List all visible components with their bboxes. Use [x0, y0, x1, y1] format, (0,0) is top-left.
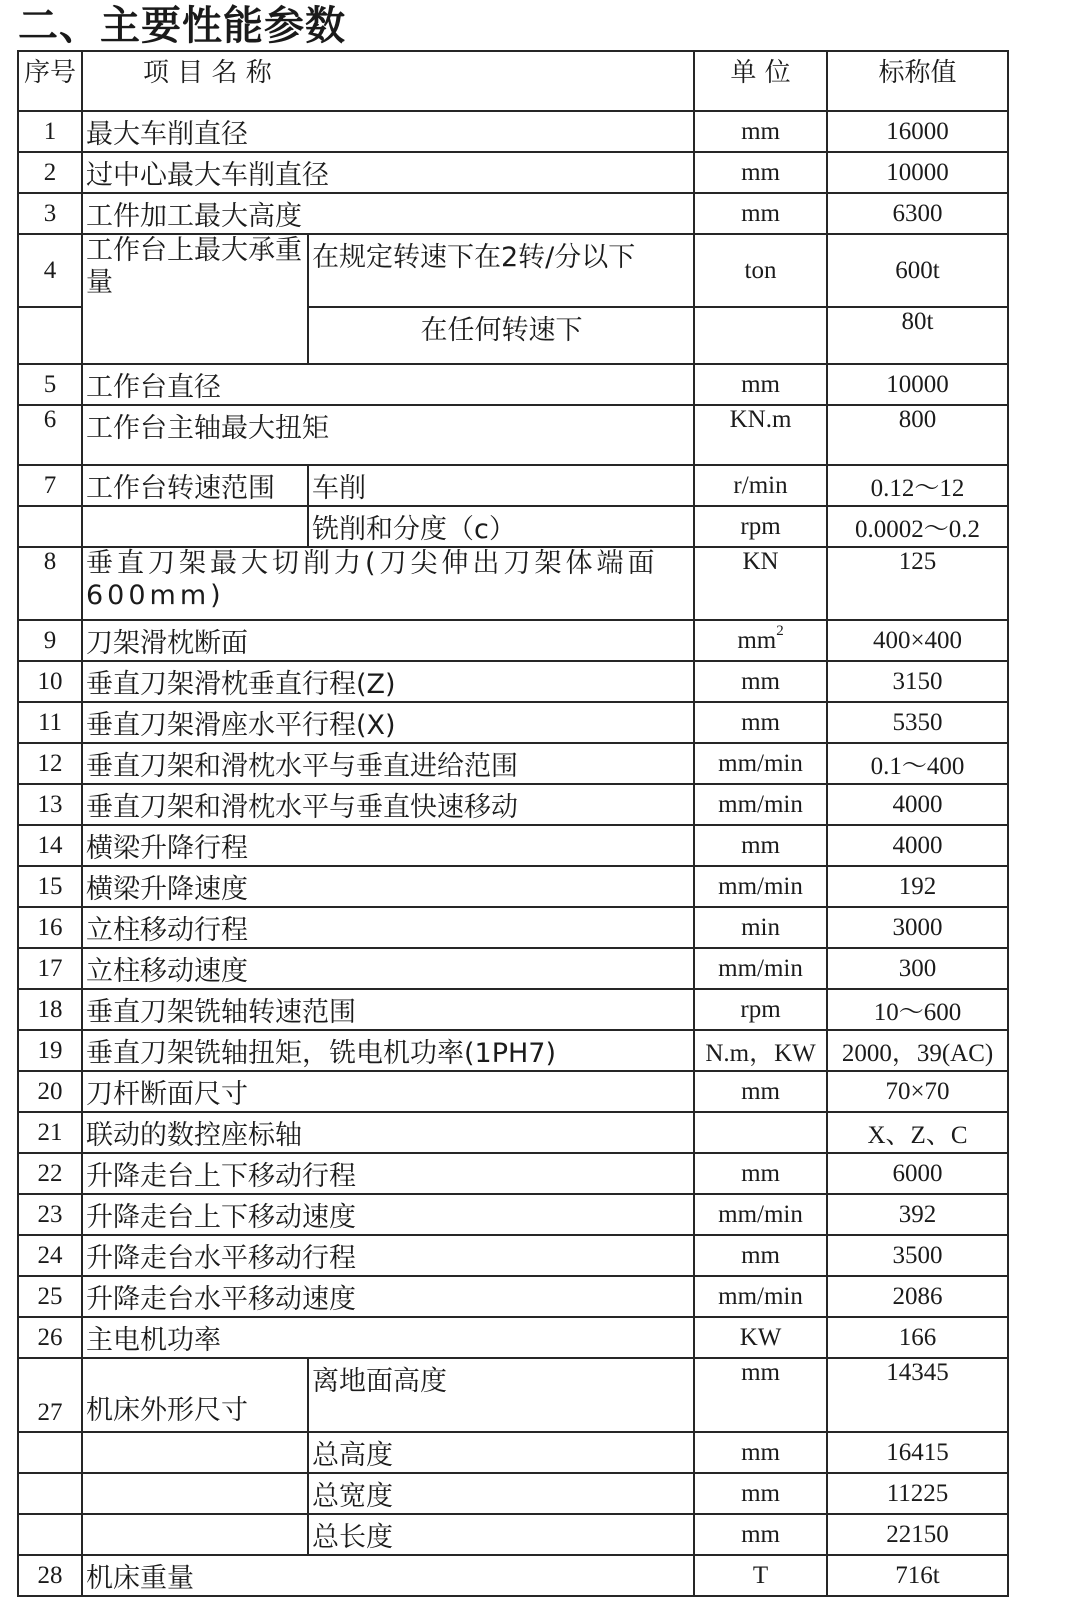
- row-value: 400×400: [827, 620, 1008, 661]
- row-name: 垂直刀架和滑枕水平与垂直快速移动: [82, 784, 694, 825]
- table-row: [18, 1473, 1008, 1514]
- table-row: [18, 193, 1008, 234]
- row-no-empty: [18, 1432, 82, 1473]
- row-no: 20: [18, 1071, 82, 1112]
- row-no: 3: [18, 193, 82, 234]
- row-unit: mm: [694, 364, 827, 405]
- row-name: 最大车削直径: [82, 111, 694, 152]
- row-name: 垂直刀架铣轴转速范围: [82, 989, 694, 1030]
- row-value: 70×70: [827, 1071, 1008, 1112]
- row-unit: mm: [694, 1071, 827, 1112]
- row-name-empty: [82, 506, 308, 547]
- row-unit: ton: [694, 234, 827, 307]
- row-unit: mm/min: [694, 1276, 827, 1317]
- row-name: 垂直刀架滑枕垂直行程(Z): [82, 661, 694, 702]
- row-unit: mm: [694, 1473, 827, 1514]
- row-value: 800: [827, 405, 1008, 465]
- row-value: 0.12～12: [827, 465, 1008, 506]
- row-value: 2000，39(AC): [827, 1030, 1008, 1071]
- table-row: [18, 948, 1008, 989]
- row-name: 垂直刀架最大切削力(刀尖伸出刀架体端面600mm): [82, 547, 694, 620]
- row-no-empty: [18, 1514, 82, 1555]
- row-no-empty: [18, 307, 82, 364]
- row-name: 升降走台水平移动行程: [82, 1235, 694, 1276]
- row-unit: rpm: [694, 506, 827, 547]
- row-no-empty: [18, 1473, 82, 1514]
- row-no: 13: [18, 784, 82, 825]
- row-name: 工作台直径: [82, 364, 694, 405]
- row-no: 16: [18, 907, 82, 948]
- row-no: 6: [18, 405, 82, 465]
- table-row: [18, 1153, 1008, 1194]
- row-value: 80t: [827, 307, 1008, 364]
- row-no: 10: [18, 661, 82, 702]
- table-row: [18, 620, 1008, 661]
- row-name: 立柱移动行程: [82, 907, 694, 948]
- row-name-empty: [82, 1473, 308, 1514]
- row-value: 6300: [827, 193, 1008, 234]
- row-name: 刀杆断面尺寸: [82, 1071, 694, 1112]
- row-name: 联动的数控座标轴: [82, 1112, 694, 1153]
- row-value: 16415: [827, 1432, 1008, 1473]
- row-value: 10000: [827, 152, 1008, 193]
- row-unit: mm: [694, 825, 827, 866]
- row-value: 192: [827, 866, 1008, 907]
- table-row: [18, 1071, 1008, 1112]
- row-name: 升降走台上下移动速度: [82, 1194, 694, 1235]
- row-unit: mm: [694, 1432, 827, 1473]
- table-row: [18, 1112, 1008, 1153]
- row-unit: mm/min: [694, 743, 827, 784]
- row-unit: mm: [694, 193, 827, 234]
- header-unit: 单 位: [694, 51, 827, 111]
- row-no: 12: [18, 743, 82, 784]
- row-name: 工作台主轴最大扭矩: [82, 405, 694, 465]
- table-row: [18, 1194, 1008, 1235]
- row-unit: mm/min: [694, 1194, 827, 1235]
- row-no: 23: [18, 1194, 82, 1235]
- row-sub-condition: 总宽度: [308, 1473, 694, 1514]
- row-name: 刀架滑枕断面: [82, 620, 694, 661]
- row-unit: KW: [694, 1317, 827, 1358]
- row-no: 25: [18, 1276, 82, 1317]
- row-value: 4000: [827, 825, 1008, 866]
- row-no: 17: [18, 948, 82, 989]
- row-value: X、Z、C: [827, 1112, 1008, 1153]
- row-name: 垂直刀架铣轴扭矩，铣电机功率(1PH7): [82, 1030, 694, 1071]
- table-row: [18, 234, 1008, 307]
- row-no: 28: [18, 1555, 82, 1596]
- row-value: 125: [827, 547, 1008, 620]
- row-sub-condition: 在任何转速下: [308, 307, 694, 364]
- row-no: 1: [18, 111, 82, 152]
- row-name: 工件加工最大高度: [82, 193, 694, 234]
- row-value: 11225: [827, 1473, 1008, 1514]
- row-value: 300: [827, 948, 1008, 989]
- table-row: [18, 907, 1008, 948]
- row-value: 0.0002～0.2: [827, 506, 1008, 547]
- row-value: 392: [827, 1194, 1008, 1235]
- table-row: [18, 364, 1008, 405]
- table-row: [18, 547, 1008, 620]
- row-unit: mm/min: [694, 784, 827, 825]
- row-no: 8: [18, 547, 82, 620]
- row-value: 14345: [827, 1358, 1008, 1432]
- row-unit: mm/min: [694, 948, 827, 989]
- row-unit: T: [694, 1555, 827, 1596]
- row-name: 立柱移动速度: [82, 948, 694, 989]
- row-unit: mm: [694, 1153, 827, 1194]
- row-value: 6000: [827, 1153, 1008, 1194]
- row-unit: mm/min: [694, 866, 827, 907]
- row-value: 716t: [827, 1555, 1008, 1596]
- row-name: 过中心最大车削直径: [82, 152, 694, 193]
- row-name: 横梁升降速度: [82, 866, 694, 907]
- table-row: [18, 465, 1008, 506]
- page-heading: 二、主要性能参数: [18, 3, 346, 49]
- row-name-empty: [82, 1514, 308, 1555]
- row-unit: [694, 620, 827, 661]
- row-no: 22: [18, 1153, 82, 1194]
- row-unit: mm: [694, 1235, 827, 1276]
- row-no: 21: [18, 1112, 82, 1153]
- row-unit: KN.m: [694, 405, 827, 465]
- table-row: [18, 743, 1008, 784]
- row-name: 工作台上最大承重量: [82, 234, 308, 364]
- row-no: 19: [18, 1030, 82, 1071]
- row-value: 16000: [827, 111, 1008, 152]
- table-row: [18, 1317, 1008, 1358]
- row-value: 10～600: [827, 989, 1008, 1030]
- table-row: [18, 405, 1008, 465]
- row-value: 5350: [827, 702, 1008, 743]
- row-value: 2086: [827, 1276, 1008, 1317]
- row-value: 600t: [827, 234, 1008, 307]
- table-header: [18, 51, 1008, 111]
- row-value: 4000: [827, 784, 1008, 825]
- header-no: 序号: [18, 51, 82, 111]
- row-unit: [694, 1112, 827, 1153]
- row-unit: rpm: [694, 989, 827, 1030]
- row-unit: mm: [694, 702, 827, 743]
- row-unit: r/min: [694, 465, 827, 506]
- row-name: 升降走台水平移动速度: [82, 1276, 694, 1317]
- row-sub-condition: 总高度: [308, 1432, 694, 1473]
- table-row: [18, 866, 1008, 907]
- table-row: [18, 989, 1008, 1030]
- row-name: 横梁升降行程: [82, 825, 694, 866]
- table-row: [18, 152, 1008, 193]
- row-no: 15: [18, 866, 82, 907]
- table-row: [18, 1555, 1008, 1596]
- table-row: [18, 1030, 1008, 1071]
- row-no: 11: [18, 702, 82, 743]
- table-row: [18, 1358, 1008, 1432]
- row-name: 机床外形尺寸: [82, 1358, 308, 1432]
- row-name: 垂直刀架滑座水平行程(X): [82, 702, 694, 743]
- row-name: 主电机功率: [82, 1317, 694, 1358]
- table-row: [18, 825, 1008, 866]
- table-row: [18, 702, 1008, 743]
- row-no: 27: [18, 1358, 82, 1432]
- row-unit: KN: [694, 547, 827, 620]
- row-unit: mm: [694, 661, 827, 702]
- row-unit: min: [694, 907, 827, 948]
- row-value: 3000: [827, 907, 1008, 948]
- row-no: 7: [18, 465, 82, 506]
- row-sub-condition: 在规定转速下在2转/分以下: [308, 234, 694, 307]
- row-sub-condition: 铣削和分度（c）: [308, 506, 694, 547]
- spec-table: [17, 50, 1009, 1597]
- unit-superscript: 2: [776, 622, 784, 639]
- header-value: 标称值: [827, 51, 1008, 111]
- row-value: 3150: [827, 661, 1008, 702]
- row-no: 2: [18, 152, 82, 193]
- row-unit-empty: [694, 307, 827, 364]
- row-name: 机床重量: [82, 1555, 694, 1596]
- row-unit: mm: [694, 111, 827, 152]
- header-name: 项 目 名 称: [82, 51, 694, 111]
- row-no: 26: [18, 1317, 82, 1358]
- table-row: [18, 1514, 1008, 1555]
- table-row: [18, 1276, 1008, 1317]
- row-sub-condition: 车削: [308, 465, 694, 506]
- row-no: 9: [18, 620, 82, 661]
- row-value: 3500: [827, 1235, 1008, 1276]
- row-no: 5: [18, 364, 82, 405]
- table-row: [18, 784, 1008, 825]
- row-no: 14: [18, 825, 82, 866]
- row-sub-condition: 总长度: [308, 1514, 694, 1555]
- row-unit: mm: [694, 152, 827, 193]
- table-row: [18, 1432, 1008, 1473]
- table-row: [18, 1235, 1008, 1276]
- row-unit: mm: [694, 1514, 827, 1555]
- row-value: 0.1～400: [827, 743, 1008, 784]
- row-name-empty: [82, 1432, 308, 1473]
- table-row: [18, 506, 1008, 547]
- row-value: 22150: [827, 1514, 1008, 1555]
- row-no: 4: [18, 234, 82, 307]
- table-row: [18, 111, 1008, 152]
- row-name: 升降走台上下移动行程: [82, 1153, 694, 1194]
- row-unit: mm: [694, 1358, 827, 1432]
- row-value: 10000: [827, 364, 1008, 405]
- row-no-empty: [18, 506, 82, 547]
- row-no: 18: [18, 989, 82, 1030]
- row-unit: N.m，KW: [694, 1030, 827, 1071]
- unit-text: mm: [737, 626, 777, 654]
- table-row: [18, 661, 1008, 702]
- row-name: 垂直刀架和滑枕水平与垂直进给范围: [82, 743, 694, 784]
- row-value: 166: [827, 1317, 1008, 1358]
- row-name: 工作台转速范围: [82, 465, 308, 506]
- row-no: 24: [18, 1235, 82, 1276]
- row-sub-condition: 离地面高度: [308, 1358, 694, 1432]
